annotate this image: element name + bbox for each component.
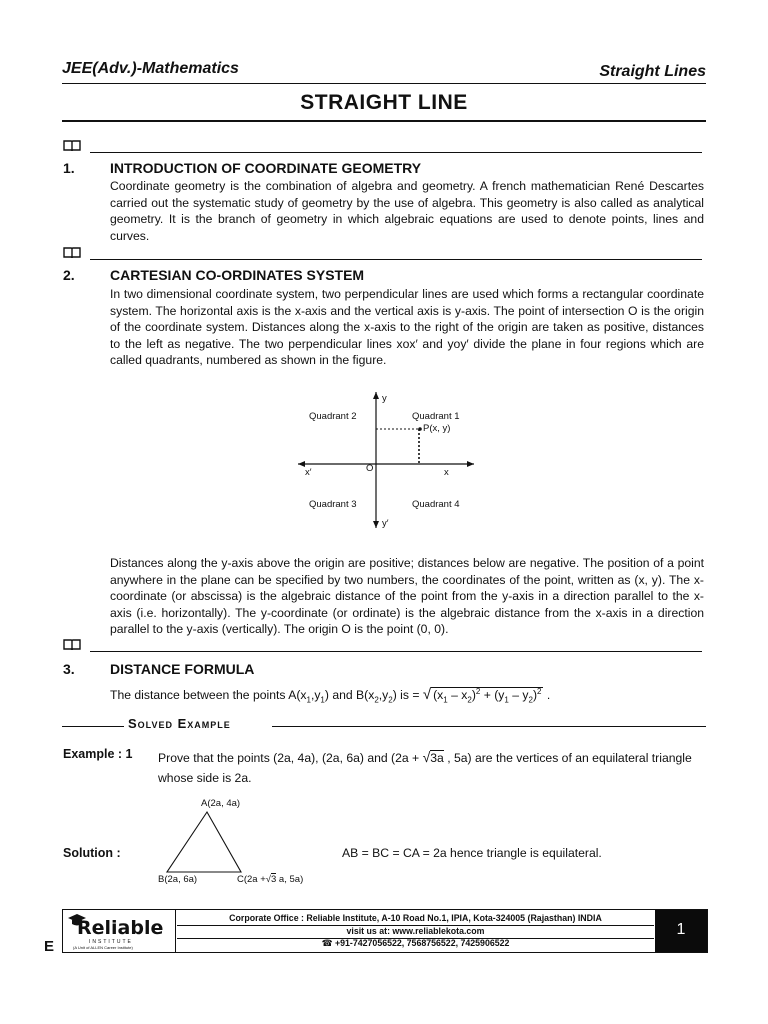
x-axis-arrow-left <box>298 461 305 467</box>
vertex-c-post: a, 5a) <box>276 874 304 885</box>
corner-mark: E <box>44 938 55 955</box>
quadrant-diagram <box>290 388 480 533</box>
reliable-logo <box>63 910 176 952</box>
section-heading: INTRODUCTION OF COORDINATE GEOMETRY <box>110 160 422 176</box>
sqrt-symbol: √ <box>422 686 432 703</box>
vertex-c-label <box>237 874 303 885</box>
vertex-c-root: 3 <box>271 874 277 885</box>
solved-example-text: Solved Example <box>128 716 231 731</box>
corporate-office: Corporate Office : Reliable Institute, A-10 Road No.1, IPIA, Kota-324005 (Rajasthan) INDIA <box>177 913 654 926</box>
vertex-a-label: A(2a, 4a) <box>201 798 241 809</box>
phone-icon: ☎ <box>321 938 333 948</box>
point-label: P(x, y) <box>423 423 451 434</box>
section-number: 1. <box>63 160 75 176</box>
y-axis-label: y <box>382 393 387 404</box>
section-body-continued: Distances along the y-axis above the origin are positive; distances below are negative. The position of a point anywhere in the plane can be specified by two numbers, the coordinates of the point, written as (x, y). The x-coordinate (or abscissa) is the algebraic distance of the point from the y-axis in a direction parallel to the x-axis (i.e. horizontally). The y-coordinate (or ordinate) is the algebraic distance from the x-axis in a direction parallel to the y-axis (vertically). The origin O is the point (0, 0). <box>110 556 704 636</box>
section-rule <box>90 259 702 260</box>
header-rule <box>62 83 706 84</box>
formula-end: . <box>546 688 551 702</box>
x-axis-arrow-right <box>467 461 474 467</box>
quadrant-4-label: Quadrant 4 <box>412 499 460 510</box>
book-icon <box>63 246 81 259</box>
equilateral-triangle <box>167 812 241 872</box>
book-icon <box>63 139 81 152</box>
solution-text: AB = BC = CA = 2a hence triangle is equilateral. <box>342 846 602 860</box>
website[interactable]: visit us at: www.reliablekota.com <box>177 926 654 939</box>
example-text <box>158 747 718 788</box>
x-axis-label: x <box>444 467 449 478</box>
example-text-a: Prove that the points (2a, 4a), (2a, 6a) and (2a + <box>158 751 423 765</box>
example-label: Example : 1 <box>63 747 133 761</box>
footer-contact <box>177 910 654 952</box>
example-text-c: , 5a) are the vertices of an equilateral triangle whose side is 2a. <box>158 751 692 785</box>
logo-tagline: (A Unit of ALLEN Career Institute) <box>73 945 133 950</box>
vertex-b-label: B(2a, 6a) <box>158 874 198 885</box>
distance-formula: The distance between the points $A(x_1,y_1)$ and $B(x_2,y_2)$ is = √ $(x_1 - x_2)^2 + (y_1 - y_2)^2$ . <box>110 686 551 705</box>
sqrt-symbol: √ <box>422 749 431 765</box>
quadrant-3-label: Quadrant 3 <box>309 499 357 510</box>
section-number: 2. <box>63 267 75 283</box>
footer <box>62 909 708 953</box>
section-heading: DISTANCE FORMULA <box>110 661 255 677</box>
y-axis-arrow-bottom <box>373 521 379 528</box>
y-prime-label: y′ <box>382 518 389 529</box>
header-subject: JEE(Adv.)-Mathematics <box>62 60 239 77</box>
solved-example-rule-right <box>272 726 706 727</box>
y-axis-arrow-top <box>373 392 379 399</box>
book-icon <box>63 638 81 651</box>
logo-subtitle: INSTITUTE <box>89 939 133 945</box>
section-body: Coordinate geometry is the combination of algebra and geometry. A french mathematician René Descartes carried out the systematic study of geometry by the use of algebra. This geometry is also called as analytical geometry. It is the branch of geometry in which algebraic equations are used to denote points, lines and curves. <box>110 179 704 243</box>
solved-example-title <box>128 716 231 731</box>
solved-example-rule-left <box>62 726 124 727</box>
title-rule <box>62 120 706 122</box>
quadrant-1-label: Quadrant 1 <box>412 411 460 422</box>
origin-label: O <box>366 463 374 474</box>
logo-text: Reliable <box>77 917 164 939</box>
sqrt-symbol: √ <box>265 874 271 885</box>
page-number: 1 <box>655 910 707 952</box>
phone-numbers: +91-7427056522, 7568756522, 7425906522 <box>335 938 510 948</box>
header-chapter: Straight Lines <box>599 63 706 80</box>
section-rule <box>90 651 702 652</box>
example-root: 3a <box>430 751 444 765</box>
quadrant-2-label: Quadrant 2 <box>309 411 357 422</box>
section-heading: CARTESIAN CO-ORDINATES SYSTEM <box>110 267 365 283</box>
formula-prefix: The distance between the points A(x <box>110 688 307 702</box>
vertex-c-pre: C(2a + <box>237 874 266 885</box>
page-title: STRAIGHT LINE <box>300 91 468 114</box>
x-prime-label: x′ <box>305 467 312 478</box>
triangle-diagram <box>160 808 250 876</box>
solution-label: Solution : <box>63 846 121 860</box>
point-p <box>418 427 422 431</box>
section-number: 3. <box>63 661 75 677</box>
section-body: In two dimensional coordinate system, two perpendicular lines are used which forms a rectangular coordinate system. The horizontal axis is the x-axis and the vertical axis is y-axis. The point of intersection O is the origin of the coordinate system. Distances along the x-axis to the right of the origin are taken as positive, distances to the left as negative. The two perpendicular lines xox′ and yoy′ divide the plane in four regions which are called quadrants, numbered as shown in the figure. <box>110 287 704 367</box>
section-rule <box>90 152 702 153</box>
phone-line <box>177 938 654 949</box>
